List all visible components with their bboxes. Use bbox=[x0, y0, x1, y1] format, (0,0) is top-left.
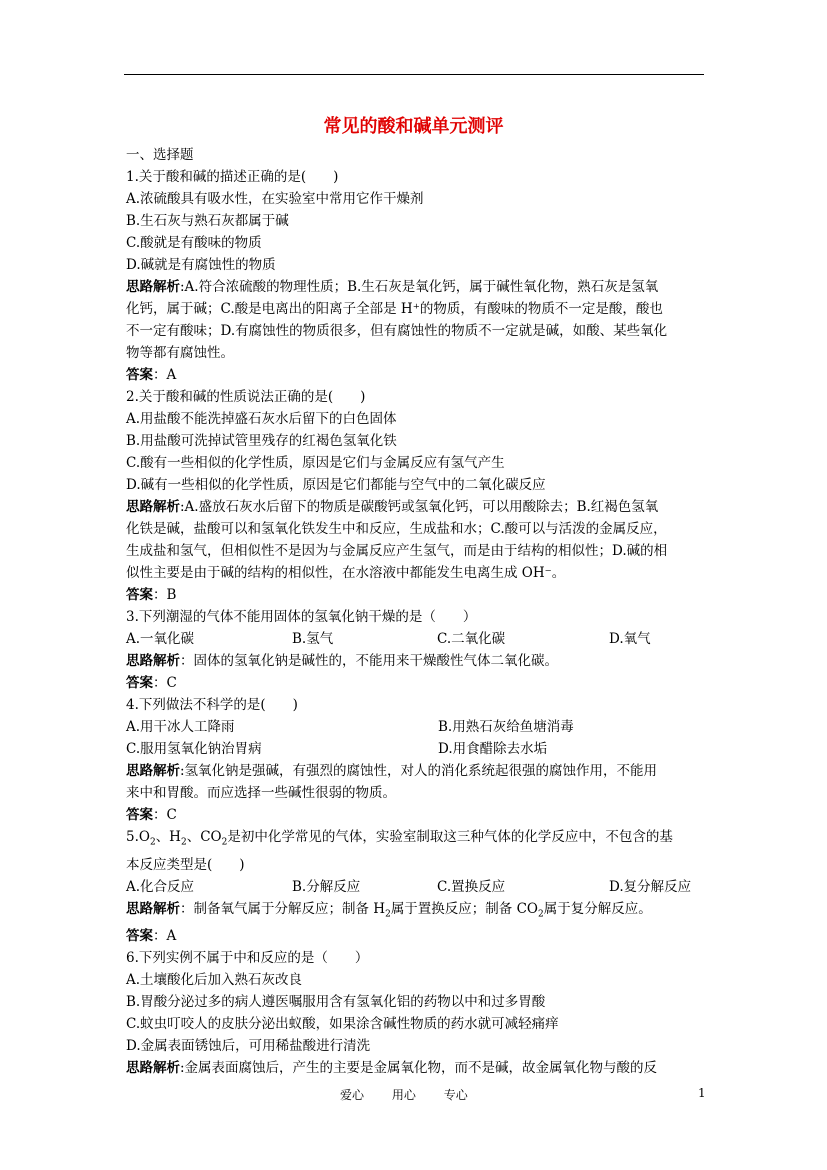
question-5-stem: $5.O_2$、$H_2$、$CO_2$是初中化学常见的气体，实验室制取这三种气体的化学反应中，不包含的基 bbox=[126, 829, 673, 848]
option: A.浓硫酸具有吸水性，在实验室中常用它作干燥剂 bbox=[126, 191, 424, 207]
option: C.蚊虫叮咬人的皮肤分泌出蚁酸，如果涂含碱性物质的药水就可减轻痛痒 bbox=[126, 1016, 559, 1033]
analysis-line: 化钙，属于碱；C.酸是电离出的阳离子全部是 H⁺的物质，有酸味的物质不一定是酸，酸也 bbox=[126, 301, 663, 317]
analysis: 思路解析：制备氧气属于分解反应；制备 $H_2$属于置换反应；制备 $CO_2$属于复分解反应。 bbox=[126, 900, 652, 920]
analysis-line: 化铁是碱，盐酸可以和氢氧化铁发生中和反应，生成盐和水；C.酸可以与活泼的金属反应， bbox=[126, 521, 667, 537]
analysis: 思路解析:A.符合浓硫酸的物理性质；B.生石灰是氧化钙，属于碱性氧化物，熟石灰是氢氧 bbox=[126, 279, 659, 295]
options-row bbox=[126, 716, 706, 738]
section-heading: 一、选择题 bbox=[126, 147, 194, 163]
answer: 答案：C bbox=[126, 675, 177, 691]
analysis-line: 似性主要是由于碱的结构的相似性，在水溶液中都能发生电离生成 OH⁻。 bbox=[126, 565, 566, 581]
option: B.胃酸分泌过多的病人遵医嘱服用含有氢氧化铝的药物以中和过多胃酸 bbox=[126, 994, 546, 1011]
question-4-stem: 4.下列做法不科学的是( ) bbox=[126, 697, 298, 713]
analysis: 思路解析:金属表面腐蚀后，产生的主要是金属氧化物，而不是碱，故金属氧化物与酸的反 bbox=[126, 1060, 658, 1077]
analysis: 思路解析:A.盛放石灰水后留下的物质是碳酸钙或氢氧化钙，可以用酸除去；B.红褐色氢氧 bbox=[126, 499, 659, 515]
analysis-line: 物等都有腐蚀性。 bbox=[126, 345, 234, 361]
option: A.用盐酸不能洗掉盛石灰水后留下的白色固体 bbox=[126, 411, 397, 427]
option: B.生石灰与熟石灰都属于碱 bbox=[126, 213, 289, 229]
document-body bbox=[126, 144, 706, 1079]
question-5-stem-cont: 本反应类型是( ) bbox=[126, 856, 245, 873]
option: A.土壤酸化后加入熟石灰改良 bbox=[126, 972, 303, 989]
question-1-stem: 1.关于酸和碱的描述正确的是( ) bbox=[126, 169, 339, 185]
option: D.碱就是有腐蚀性的物质 bbox=[126, 257, 276, 273]
option: C.二氧化碳 bbox=[437, 631, 506, 647]
header-rule bbox=[124, 74, 704, 75]
option: D.复分解反应 bbox=[609, 878, 692, 895]
analysis-label: 思路解析 bbox=[126, 279, 180, 295]
option: A.用干冰人工降雨 bbox=[126, 719, 235, 735]
options-row bbox=[126, 876, 706, 898]
option: B.氢气 bbox=[292, 631, 334, 647]
option: D.金属表面锈蚀后，可用稀盐酸进行清洗 bbox=[126, 1038, 371, 1055]
option: B.分解反应 bbox=[292, 878, 361, 895]
options-row bbox=[126, 738, 706, 760]
answer: 答案：A bbox=[126, 367, 177, 383]
option: D.氧气 bbox=[609, 631, 651, 647]
option: D.碱有一些相似的化学性质，原因是它们都能与空气中的二氧化碳反应 bbox=[126, 477, 546, 493]
option: A.化合反应 bbox=[126, 878, 195, 895]
option: C.酸有一些相似的化学性质，原因是它们与金属反应有氢气产生 bbox=[126, 455, 505, 471]
analysis: 思路解析:氢氧化钠是强碱，有强烈的腐蚀性，对人的消化系统起很强的腐蚀作用，不能用 bbox=[126, 763, 658, 779]
analysis: 思路解析：固体的氢氧化钠是碱性的，不能用来干燥酸性气体二氧化碳。 bbox=[126, 653, 558, 669]
option: C.置换反应 bbox=[437, 878, 506, 895]
analysis-label: 思路解析 bbox=[126, 499, 180, 515]
option: B.用熟石灰给鱼塘消毒 bbox=[438, 719, 574, 735]
page-title: 常见的酸和碱单元测评 bbox=[323, 116, 504, 137]
analysis-line: 来中和胃酸。而应选择一些碱性很弱的物质。 bbox=[126, 785, 396, 801]
option: C.酸就是有酸味的物质 bbox=[126, 235, 262, 251]
option: D.用食醋除去水垢 bbox=[438, 741, 548, 757]
question-3-stem: 3.下列潮湿的气体不能用固体的氢氧化钠干燥的是（ ） bbox=[126, 609, 477, 625]
analysis-line: 不一定有酸味；D.有腐蚀性的物质很多，但有腐蚀性的物质不一定就是碱，如酸、某些氧化 bbox=[126, 323, 668, 339]
answer: 答案：C bbox=[126, 807, 177, 823]
answer: 答案：A bbox=[126, 928, 177, 945]
option: A.一氧化碳 bbox=[126, 631, 195, 647]
page-number: 1 bbox=[698, 1086, 706, 1100]
question-6-stem: 6.下列实例不属于中和反应的是（ ） bbox=[126, 950, 369, 967]
analysis-line: 生成盐和氢气，但相似性不是因为与金属反应产生氢气，而是由于结构的相似性；D.碱的相 bbox=[126, 543, 668, 559]
options-row bbox=[126, 628, 706, 650]
option: B.用盐酸可洗掉试管里残存的红褐色氢氧化铁 bbox=[126, 433, 397, 449]
answer: 答案：B bbox=[126, 587, 177, 603]
question-2-stem: 2.关于酸和碱的性质说法正确的是( ) bbox=[126, 389, 366, 405]
footer-motto: 爱心 用心 专心 bbox=[340, 1088, 468, 1102]
option: C.服用氢氧化钠治胃病 bbox=[126, 741, 262, 757]
